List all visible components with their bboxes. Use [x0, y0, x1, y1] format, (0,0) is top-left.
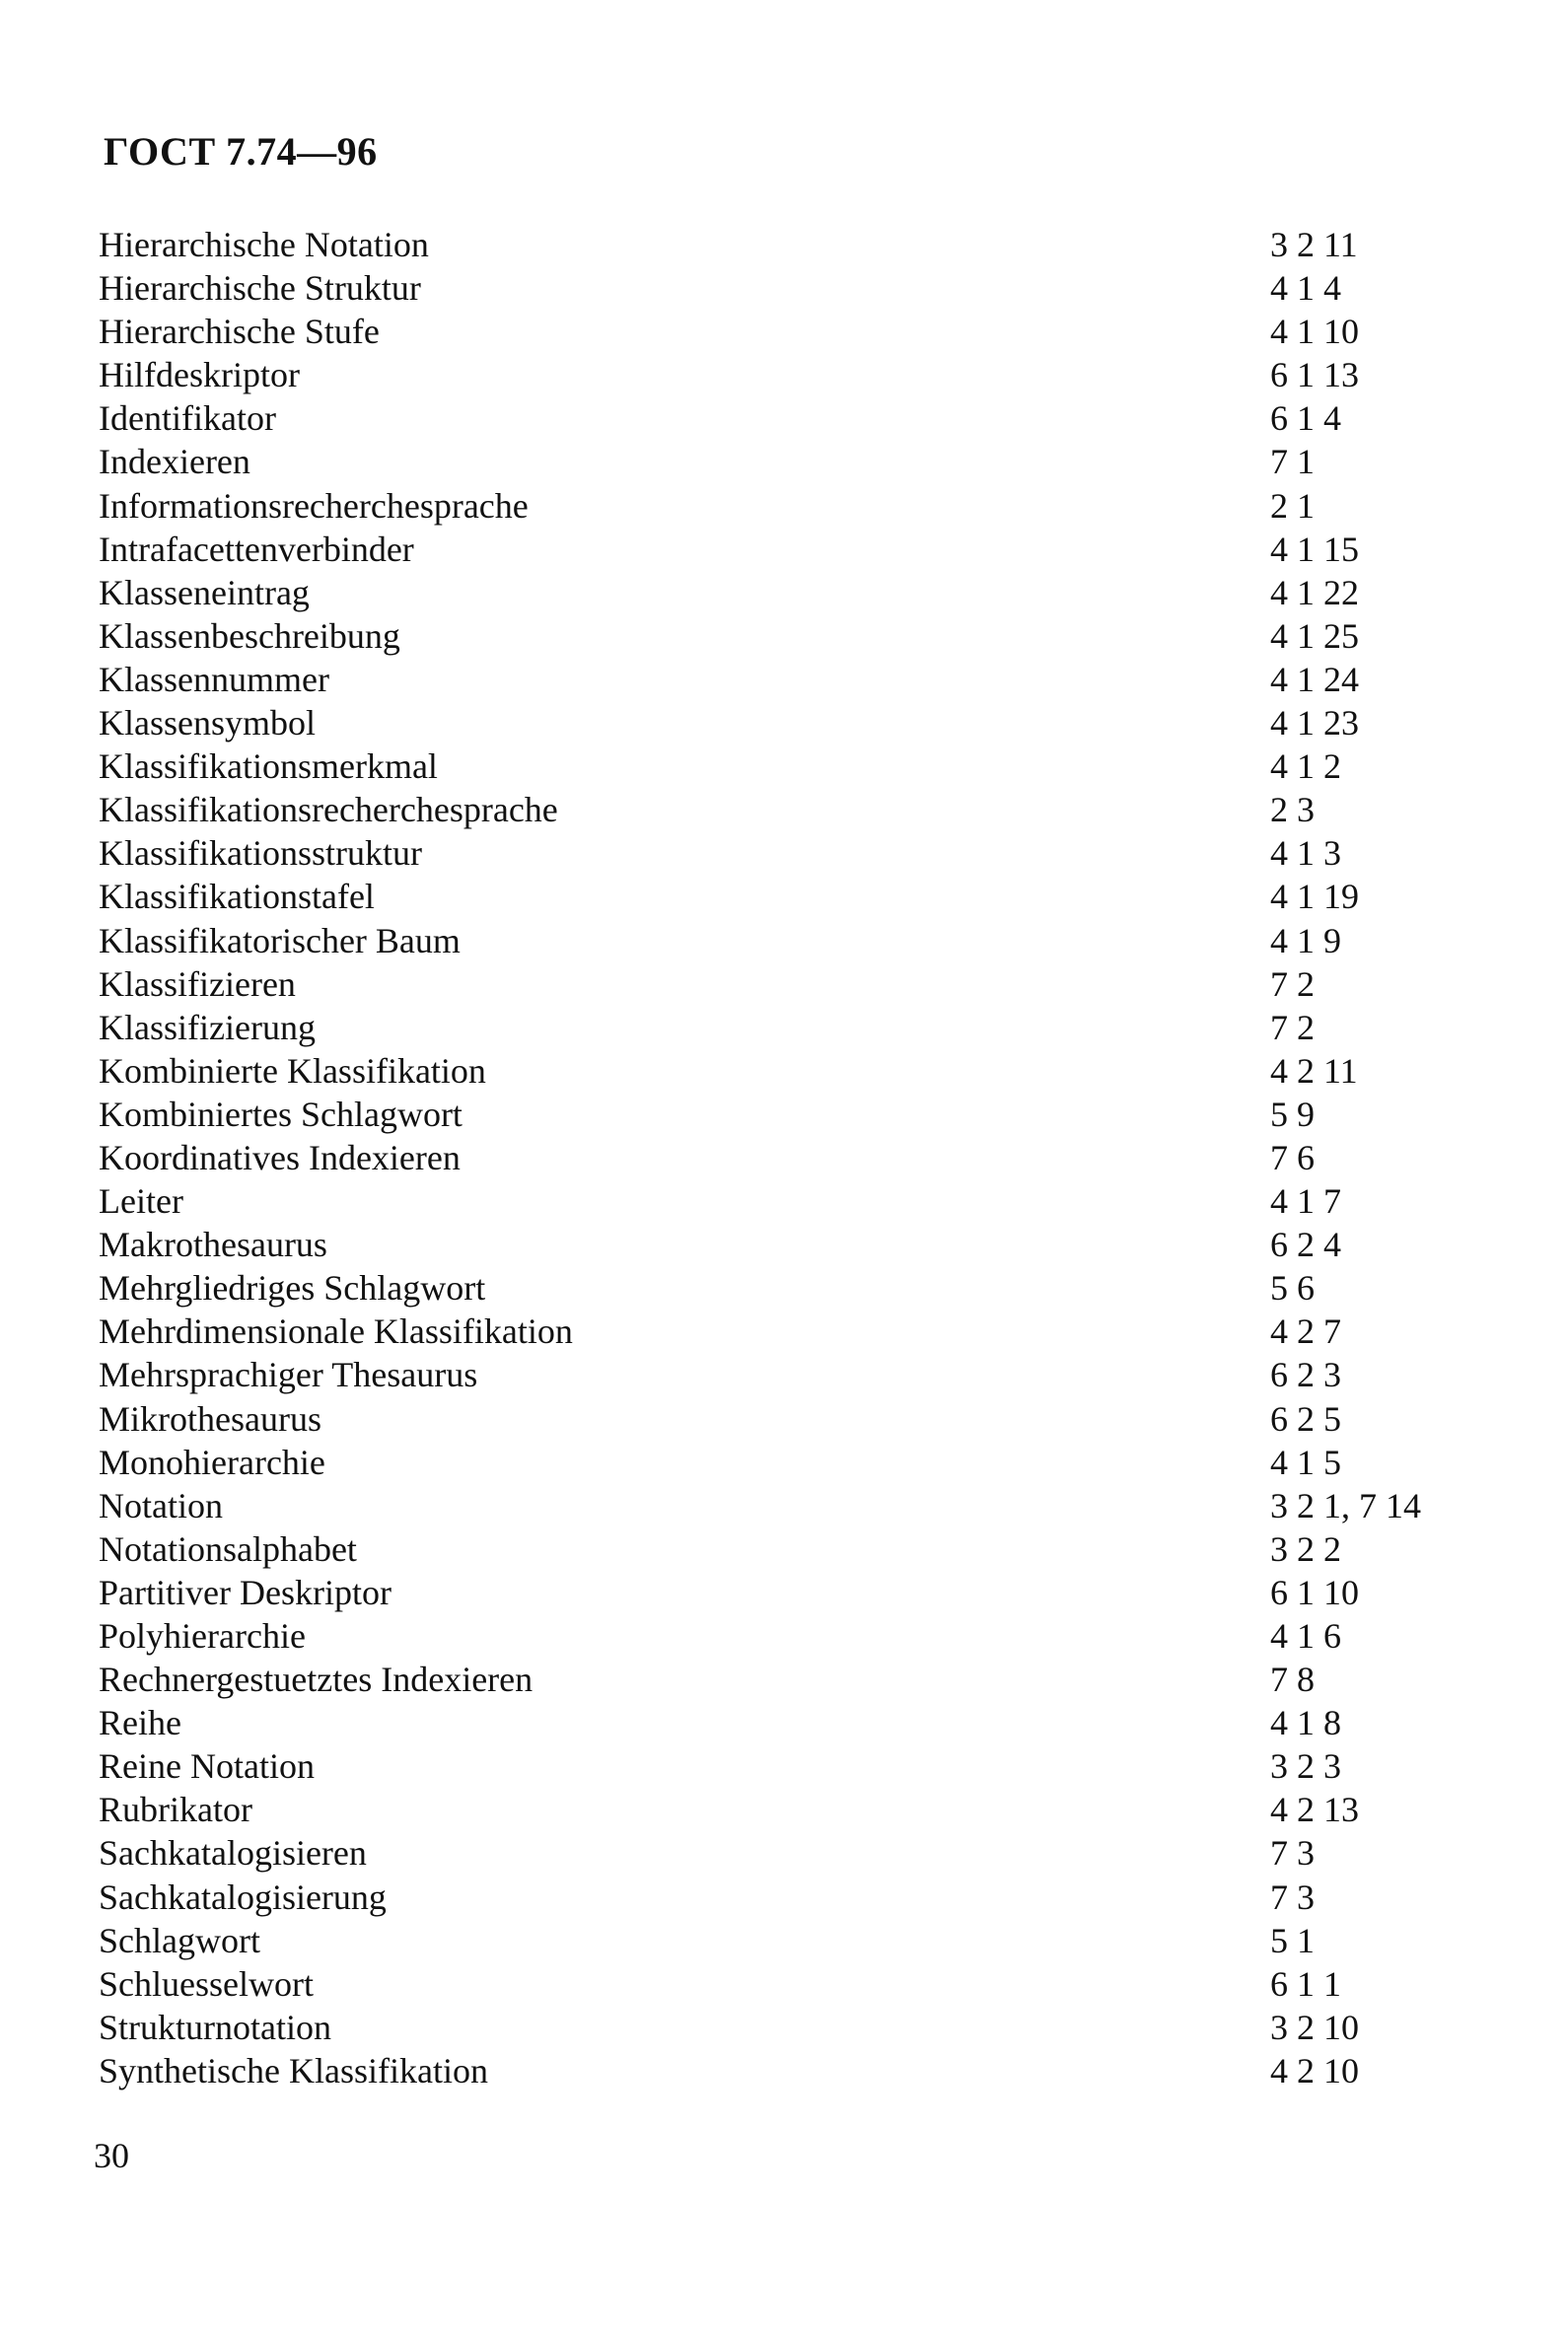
index-term: Mehrsprachiger Thesaurus: [99, 1355, 478, 1395]
index-entry: [99, 1831, 1479, 1875]
index-reference: 6 1 1: [1270, 1963, 1341, 2004]
index-term: Sachkatalogisierung: [99, 1877, 387, 1917]
index-entry: [99, 1701, 1479, 1744]
index-entry: [99, 875, 1479, 918]
index-entry: [99, 1049, 1479, 1093]
index-entry: [99, 1093, 1479, 1136]
index-reference: 4 1 2: [1270, 746, 1341, 787]
index-reference: 4 1 24: [1270, 659, 1359, 699]
index-reference: 4 1 5: [1270, 1442, 1341, 1482]
index-entry: [99, 1310, 1479, 1353]
index-term: Polyhierarchie: [99, 1616, 306, 1656]
index-reference: 6 1 10: [1270, 1572, 1359, 1612]
index-term: Rechnergestuetztes Indexieren: [99, 1660, 534, 1700]
index-reference: 7 2: [1270, 1007, 1315, 1047]
index-term: Klassifizierung: [99, 1007, 316, 1047]
index-term: Klassifizieren: [99, 963, 296, 1004]
index-term: Klassifikationsstruktur: [99, 833, 422, 874]
index-entry: [99, 1353, 1479, 1396]
index-reference: 6 1 13: [1270, 355, 1359, 395]
index-entry: [99, 1223, 1479, 1266]
index-reference: 4 1 6: [1270, 1616, 1341, 1656]
index-entry: [99, 1397, 1479, 1441]
index-entry: [99, 1527, 1479, 1571]
index-reference: 4 1 19: [1270, 877, 1359, 917]
index-term: Klassenbeschreibung: [99, 615, 400, 656]
index-term: Klassifikatorischer Baum: [99, 920, 461, 960]
index-entry: [99, 788, 1479, 831]
index-term: Mehrgliedriges Schlagwort: [99, 1268, 486, 1309]
index-entry: [99, 440, 1479, 483]
index-term: Hierarchische Stufe: [99, 312, 380, 352]
index-reference: 4 1 22: [1270, 572, 1359, 612]
index-entry: [99, 223, 1479, 266]
index-term: Intrafacettenverbinder: [99, 529, 414, 569]
index-reference: 6 2 3: [1270, 1355, 1341, 1395]
index-term: Hilfdeskriptor: [99, 355, 300, 395]
index-entry: [99, 1744, 1479, 1788]
index-reference: 5 9: [1270, 1094, 1315, 1134]
index-entry: [99, 701, 1479, 744]
index-entry: [99, 2049, 1479, 2092]
index-reference: 5 1: [1270, 1920, 1315, 1960]
index-entry: [99, 614, 1479, 658]
index-entry: [99, 353, 1479, 396]
index-reference: 6 2 5: [1270, 1398, 1341, 1439]
index-entry: [99, 1876, 1479, 1919]
index-entry: [99, 310, 1479, 353]
index-entry: [99, 1136, 1479, 1179]
index-reference: 2 1: [1270, 485, 1315, 526]
index-term: Kombinierte Klassifikation: [99, 1050, 486, 1091]
index-reference: 4 1 23: [1270, 703, 1359, 744]
index-reference: 5 6: [1270, 1268, 1315, 1309]
index-term: Leiter: [99, 1181, 183, 1222]
index-term: Klassifikationsrecherchesprache: [99, 790, 558, 830]
index-term: Strukturnotation: [99, 2007, 331, 2047]
index-reference: 2 3: [1270, 790, 1315, 830]
index-term: Mehrdimensionale Klassifikation: [99, 1311, 573, 1352]
index-entry: [99, 831, 1479, 875]
index-entry: [99, 1962, 1479, 2006]
index-reference: 7 8: [1270, 1660, 1315, 1700]
index-term: Identifikator: [99, 398, 276, 439]
index-entry: [99, 484, 1479, 528]
index-entry: [99, 1788, 1479, 1831]
index-reference: 6 1 4: [1270, 398, 1341, 439]
index-entry: [99, 1571, 1479, 1614]
index-entry: [99, 266, 1479, 310]
index-term: Klassifikationstafel: [99, 877, 375, 917]
index-entry: [99, 962, 1479, 1006]
index-term: Notation: [99, 1485, 223, 1525]
index-reference: 6 2 4: [1270, 1225, 1341, 1265]
index-term: Schlagwort: [99, 1920, 260, 1960]
index-entry: [99, 1484, 1479, 1527]
index-reference: 3 2 10: [1270, 2007, 1359, 2047]
index-term: Sachkatalogisieren: [99, 1833, 367, 1874]
index-term: Klasseneintrag: [99, 572, 310, 612]
index-term: Koordinatives Indexieren: [99, 1137, 461, 1177]
index-entry: [99, 744, 1479, 788]
index-reference: 3 2 3: [1270, 1746, 1341, 1787]
index-reference: 7 2: [1270, 963, 1315, 1004]
index-term: Kombiniertes Schlagwort: [99, 1094, 463, 1134]
index-reference: 4 1 15: [1270, 529, 1359, 569]
index-reference: 4 1 7: [1270, 1181, 1341, 1222]
index-entry: [99, 919, 1479, 962]
index-entry: [99, 1266, 1479, 1310]
index-entry: [99, 396, 1479, 440]
index-reference: 7 3: [1270, 1877, 1315, 1917]
index-term: Hierarchische Struktur: [99, 268, 421, 309]
index-term: Synthetische Klassifikation: [99, 2050, 488, 2090]
index-term: Rubrikator: [99, 1790, 252, 1830]
index-entry: [99, 1441, 1479, 1484]
index-term: Klassensymbol: [99, 703, 316, 744]
index-entry: [99, 571, 1479, 614]
index-reference: 4 1 10: [1270, 312, 1359, 352]
index-reference: 4 1 8: [1270, 1703, 1341, 1743]
index-reference: 4 1 3: [1270, 833, 1341, 874]
index-term: Mikrothesaurus: [99, 1398, 321, 1439]
document-header: ГОСТ 7.74—96: [104, 129, 378, 174]
index-reference: 4 2 11: [1270, 1050, 1358, 1091]
index-term: Reine Notation: [99, 1746, 315, 1787]
index-reference: 4 2 13: [1270, 1790, 1359, 1830]
index-term: Klassennummer: [99, 659, 329, 699]
index-term: Informationsrecherchesprache: [99, 485, 529, 526]
index-term: Partitiver Deskriptor: [99, 1572, 392, 1612]
index-reference: 4 2 10: [1270, 2050, 1359, 2090]
index-reference: 7 3: [1270, 1833, 1315, 1874]
index-term: Klassifikationsmerkmal: [99, 746, 438, 787]
index-list: [99, 223, 1479, 2092]
index-term: Schluesselwort: [99, 1963, 314, 2004]
index-reference: 4 2 7: [1270, 1311, 1341, 1352]
index-term: Monohierarchie: [99, 1442, 325, 1482]
index-entry: [99, 1614, 1479, 1658]
index-reference: 4 1 25: [1270, 615, 1359, 656]
index-entry: [99, 1919, 1479, 1962]
index-entry: [99, 658, 1479, 701]
index-entry: [99, 2006, 1479, 2049]
index-term: Indexieren: [99, 442, 250, 482]
index-entry: [99, 1658, 1479, 1701]
index-entry: [99, 528, 1479, 571]
index-entry: [99, 1006, 1479, 1049]
page-number: 30: [94, 2136, 129, 2175]
index-reference: 4 1 4: [1270, 268, 1341, 309]
index-term: Makrothesaurus: [99, 1225, 327, 1265]
index-reference: 3 2 2: [1270, 1528, 1341, 1569]
index-term: Hierarchische Notation: [99, 225, 429, 264]
index-reference: 7 1: [1270, 442, 1315, 482]
index-reference: 4 1 9: [1270, 920, 1341, 960]
index-term: Notationsalphabet: [99, 1528, 357, 1569]
index-term: Reihe: [99, 1703, 181, 1743]
index-entry: [99, 1179, 1479, 1223]
index-reference: 7 6: [1270, 1137, 1315, 1177]
index-reference: 3 2 11: [1270, 225, 1358, 264]
index-reference: 3 2 1, 7 14: [1270, 1485, 1421, 1525]
